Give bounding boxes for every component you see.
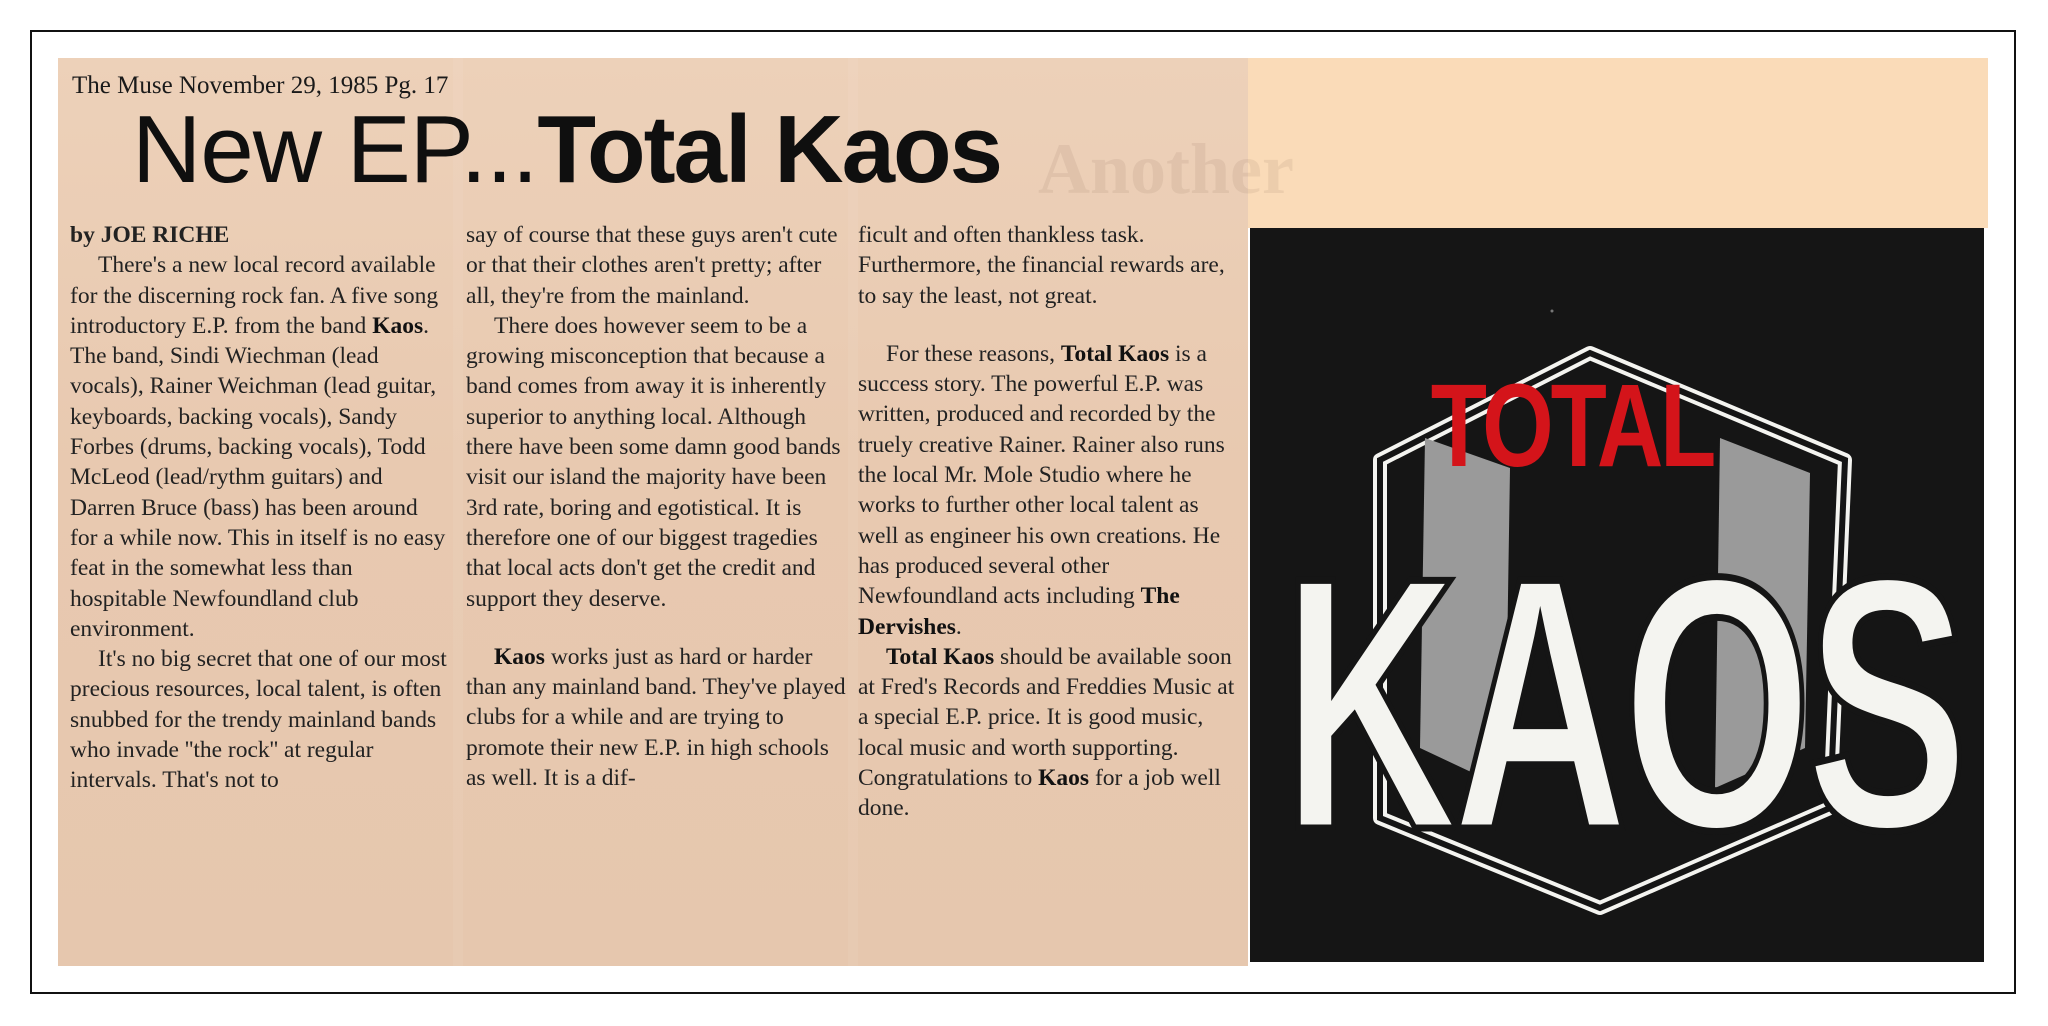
paragraph: say of course that these guys aren't cute or that their clothes aren't pretty; after all, they're from the mainland. — [466, 222, 838, 309]
band-name: Kaos — [494, 643, 545, 670]
band-name: The Dervishes — [858, 583, 1180, 640]
dust-speck — [1551, 310, 1554, 313]
band-name: Total Kaos — [886, 643, 995, 670]
band-name: Kaos — [372, 312, 424, 339]
paragraph: ficult and often thankless task. Furthermore, the financial rewards are, to say the least, not great. — [858, 222, 1225, 309]
paragraph-text: . The band, Sindi Wiechman (lead vocals), Rainer Weichman (lead guitar, keyboards, backing vocals), Sandy Forbes (drums, backing vocals), Todd McLeod (lead/rythm guitars) and Darren Bruce (bass) has been around for a while now. This in itself is no easy feat in the somewhat less than hospitable Newfoundland club environment. — [70, 312, 446, 642]
paragraph-text: There's a new local record available for the discerning rock fan. A five song introductory E.P. from the band — [70, 252, 439, 339]
headline — [132, 96, 1002, 203]
band-name: Total Kaos — [1060, 340, 1170, 367]
newspaper-clipping — [58, 58, 1294, 966]
paragraph — [858, 339, 1236, 642]
logo-total-word: TOTAL — [1430, 360, 1714, 492]
album-cover — [1250, 228, 1984, 962]
paragraph — [466, 642, 846, 793]
paragraph-text: is a success story. The powerful E.P. was written, produced and recorded by the truely creative Rainer. Rainer also runs the local Mr. Mole Studio where he works to further other local talent as well as engineer his own creations. He has produced several other Newfoundland acts including — [858, 340, 1225, 610]
logo-kaos-word: KAOS — [1281, 502, 1963, 906]
paragraph-text: . — [955, 613, 962, 640]
article-column-2 — [466, 220, 846, 793]
paragraph — [70, 250, 450, 644]
paragraph-text: should be available soon at Fred's Records and Freddies Music at a special E.P. price. It is good music, local music and worth supporting. Congratulations to — [858, 643, 1235, 792]
headline-bold: Total Kaos — [537, 96, 1002, 203]
kaos-logo-art — [1250, 228, 1984, 962]
paragraph: It's no big secret that one of our most precious resources, local talent, is often snubbed for the trendy mainland bands who invade ''the rock'' at regular intervals. That's not to — [70, 646, 447, 794]
paragraph-text: For these reasons, — [886, 340, 1061, 367]
article-column-1 — [70, 220, 450, 796]
paragraph-text: works just as hard or harder than any mainland band. They've played clubs for a while and are trying to promote their new E.P. in high schools as well. It is a dif- — [466, 643, 846, 792]
bleed-through-text: Another — [1038, 129, 1294, 209]
article-column-3 — [858, 220, 1236, 824]
paragraph — [858, 642, 1236, 824]
byline: by JOE RICHE — [70, 222, 230, 248]
beige-panel — [1248, 58, 1988, 228]
source-caption: The Muse November 29, 1985 Pg. 17 — [72, 72, 449, 99]
paragraph-text: for a job well done. — [858, 765, 1221, 822]
paragraph: There does however seem to be a growing misconception that because a band comes from away it is inherently superior to anything local. Although there have been some damn good bands visit our island the majority have been 3rd rate, boring and egotistical. It is therefore one of our biggest tragedies that local acts don't get the credit and support they deserve. — [466, 312, 841, 612]
headline-ellipsis: ... — [460, 96, 538, 203]
band-name: Kaos — [1038, 765, 1090, 792]
headline-part: New EP — [132, 96, 461, 203]
